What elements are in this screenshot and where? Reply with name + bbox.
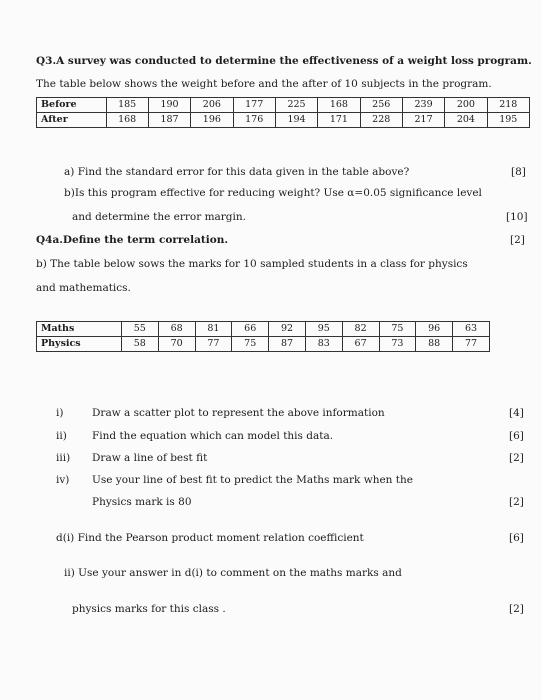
- marks-table-cell: 83: [305, 337, 342, 352]
- q3a-text: a) Find the standard error for this data given in the table above?: [64, 166, 410, 178]
- weight-table-cell: 177: [233, 98, 275, 113]
- marks-table-cell: 95: [305, 322, 342, 337]
- weight-table-cell: 196: [191, 113, 233, 128]
- q4-item-ii-marks: [6]: [509, 430, 524, 442]
- weight-table-row-label: After: [37, 113, 107, 128]
- q3-intro-line1: Q3.A survey was conducted to determine the effectiveness of a weight loss program.: [36, 55, 532, 67]
- weight-table-cell: 195: [487, 113, 529, 128]
- weight-table-cell: 225: [275, 98, 317, 113]
- weight-table-cell: 204: [445, 113, 487, 128]
- weight-table-cell: 206: [191, 98, 233, 113]
- marks-table-cell: 75: [379, 322, 416, 337]
- marks-table-row-label: Physics: [37, 337, 122, 352]
- q4-item-iii-text: Draw a line of best fit: [92, 452, 208, 464]
- q4-item-ii-num: ii): [56, 430, 67, 442]
- marks-table-cell: 96: [416, 322, 453, 337]
- weight-table-cell: 256: [360, 98, 402, 113]
- q3a-marks: [8]: [511, 166, 526, 178]
- marks-table-cell: 77: [453, 337, 490, 352]
- q3-intro-line2: The table below shows the weight before and the after of 10 subjects in the program.: [36, 78, 492, 90]
- q4-item-i-marks: [4]: [509, 407, 524, 419]
- weight-table: [36, 97, 530, 128]
- q4-d2-marks: [2]: [509, 603, 524, 615]
- marks-table-cell: 63: [453, 322, 490, 337]
- weight-table-cell: 200: [445, 98, 487, 113]
- marks-table-cell: 67: [342, 337, 379, 352]
- marks-table-cell: 75: [232, 337, 269, 352]
- marks-table-row: [37, 322, 490, 337]
- q4-d1-text: d(i) Find the Pearson product moment relation coefficient: [56, 532, 364, 544]
- weight-table-row: [37, 98, 530, 113]
- weight-table-cell: 185: [106, 98, 148, 113]
- weight-table-row: [37, 113, 530, 128]
- marks-table-cell: 81: [195, 322, 232, 337]
- q4-d1-marks: [6]: [509, 532, 524, 544]
- marks-table-row: [37, 337, 490, 352]
- weight-table-cell: 190: [148, 98, 190, 113]
- marks-table-cell: 88: [416, 337, 453, 352]
- q4-item-i-num: i): [56, 407, 64, 419]
- q4-item-ii-text: Find the equation which can model this data.: [92, 430, 334, 442]
- marks-table-cell: 82: [342, 322, 379, 337]
- q4-item-iv-text-cont: Physics mark is 80: [92, 496, 192, 508]
- marks-table-cell: 73: [379, 337, 416, 352]
- q4-item-iv-marks: [2]: [509, 496, 524, 508]
- marks-table-row-label: Maths: [37, 322, 122, 337]
- marks-table-cell: 77: [195, 337, 232, 352]
- weight-table-cell: 187: [148, 113, 190, 128]
- marks-table-cell: 58: [121, 337, 158, 352]
- marks-table-cell: 92: [269, 322, 306, 337]
- marks-table: [36, 321, 490, 352]
- q4a-marks: [2]: [510, 234, 525, 246]
- q3b-text-line1: b)Is this program effective for reducing weight? Use α=0.05 significance level: [64, 187, 482, 199]
- q4-item-iv-num: iv): [56, 474, 70, 486]
- marks-table-cell: 66: [232, 322, 269, 337]
- weight-table-cell: 239: [402, 98, 444, 113]
- weight-table-cell: 217: [402, 113, 444, 128]
- weight-table-cell: 171: [318, 113, 360, 128]
- marks-table-cell: 55: [121, 322, 158, 337]
- q3b-text-line2: and determine the error margin.: [72, 211, 246, 223]
- weight-table-cell: 176: [233, 113, 275, 128]
- q4-item-iii-marks: [2]: [509, 452, 524, 464]
- q4b-text-line2: and mathematics.: [36, 282, 131, 294]
- q4-item-i-text: Draw a scatter plot to represent the above information: [92, 407, 385, 419]
- q3b-marks: [10]: [506, 211, 528, 223]
- q4-item-iv-text: Use your line of best fit to predict the Maths mark when the: [92, 474, 413, 486]
- weight-table-cell: 218: [487, 98, 529, 113]
- q4-item-iii-num: iii): [56, 452, 71, 464]
- q4b-text-line1: b) The table below sows the marks for 10 sampled students in a class for physics: [36, 258, 468, 270]
- weight-table-cell: 168: [318, 98, 360, 113]
- q4-d2-text-line2: physics marks for this class .: [72, 603, 226, 615]
- marks-table-cell: 68: [158, 322, 195, 337]
- marks-table-cell: 87: [269, 337, 306, 352]
- weight-table-cell: 168: [106, 113, 148, 128]
- marks-table-cell: 70: [158, 337, 195, 352]
- weight-table-cell: 228: [360, 113, 402, 128]
- weight-table-row-label: Before: [37, 98, 107, 113]
- q4a-text: Q4a.Define the term correlation.: [36, 234, 229, 246]
- q4-d2-text-line1: ii) Use your answer in d(i) to comment on the maths marks and: [64, 567, 402, 579]
- weight-table-cell: 194: [275, 113, 317, 128]
